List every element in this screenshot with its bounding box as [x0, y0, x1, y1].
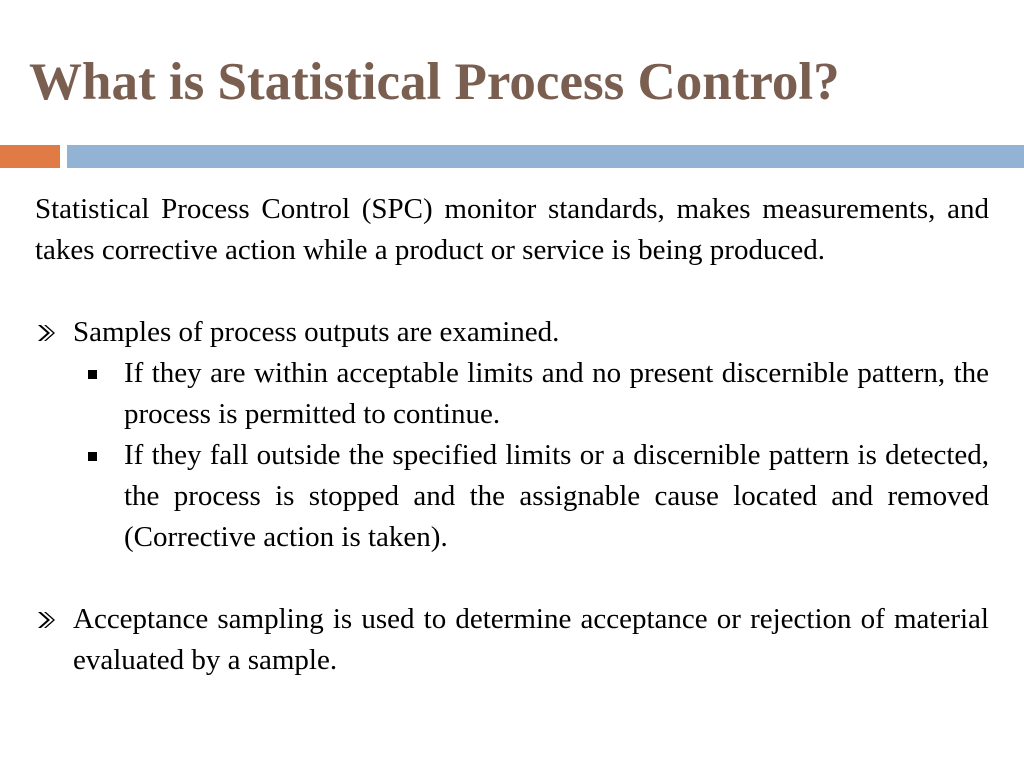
- square-bullet-icon: [88, 370, 97, 379]
- intro-paragraph: Statistical Process Control (SPC) monitor standards, makes measurements, and takes corrective action while a product or service is being produced.: [35, 193, 989, 266]
- sub-bullet-outside-limits: [35, 435, 989, 558]
- arrow-bullet-icon: [35, 324, 57, 342]
- bullet-acceptance-sampling: [35, 599, 989, 681]
- square-bullet-icon: [88, 452, 97, 461]
- slide-title: What is Statistical Process Control?: [29, 53, 840, 111]
- slide-body: [35, 189, 989, 681]
- accent-bar-blue: [67, 145, 1024, 168]
- bullet-text: Acceptance sampling is used to determine acceptance or rejection of material evaluated by a sample.: [73, 603, 989, 676]
- accent-bar-orange: [0, 145, 60, 168]
- bullet-samples: [35, 312, 989, 353]
- sub-bullet-text: If they are within acceptable limits and no present discernible pattern, the process is permitted to continue.: [124, 357, 989, 430]
- arrow-bullet-icon: [35, 611, 57, 629]
- bullet-text: Samples of process outputs are examined.: [73, 316, 560, 348]
- sub-bullet-within-limits: [35, 353, 989, 435]
- sub-bullet-text: If they fall outside the specified limits or a discernible pattern is detected, the process is stopped and the assignable cause located and removed (Corrective action is taken).: [124, 439, 989, 553]
